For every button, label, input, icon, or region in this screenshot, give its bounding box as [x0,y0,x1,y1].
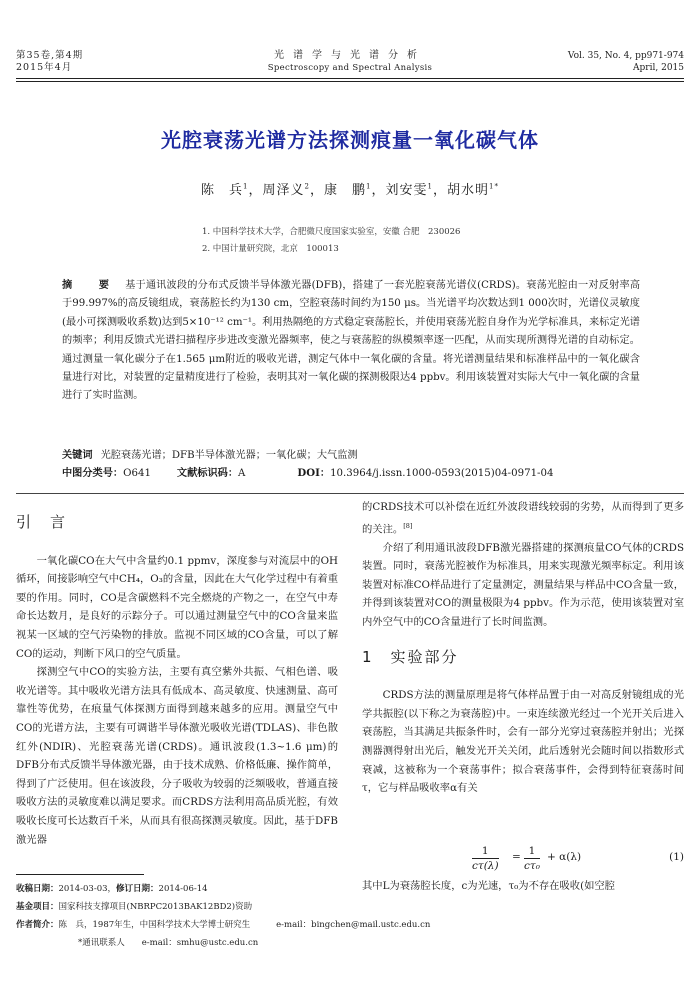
author-email: e-mail：bingchen@mail.ustc.edu.cn [276,920,431,930]
journal-name-en: Spectroscopy and Spectral Analysis [267,63,433,73]
keywords-label: 关键词 [62,449,93,461]
author: 周泽义$^2$ [262,182,310,198]
affiliations [202,224,460,258]
keywords [62,446,358,465]
footnote-fund: 基金项目：国家科技支撑项目(NBRPC2013BAK12BD2)资助 [16,902,253,912]
left-column [16,513,338,849]
abstract-text: 基于通讯波段的分布式反馈半导体激光器(DFB)，搭建了一套光腔衰荡光谱仪(CRDS)。衰荡光腔由一对反射率高于99.997%的高反镜组成，衰荡腔长约为130 cm，空腔衰荡时间约为150 μs。当光谱平均次数达到1 000次时，光谱仪灵敏度(最小可探测吸收系数)达到5×10⁻¹² cm⁻¹。利用热隔绝的方式稳定衰荡腔长，并使用衰荡光腔自身作为光学标准具，来标定光谱的频率；利用反馈式光谱扫描程序步进改变激光器频率，使之与衰荡腔的纵模频率逐一匹配，从而实现所测得光谱的自动标定。通过测量一氧化碳分子在1.565 μm附近的吸收光谱，测定气体中一氧化碳的含量。将光谱测量结果和标准样品中的一氧化碳含量进行对比，对装置的定量精度进行了检验，表明其对一氧化碳的探测极限达4 ppbv。利用该装置对实际大气中一氧化碳的含量进行了实时监测。 [62,280,641,402]
footnotes [16,880,430,952]
author: 胡水明$^{1*}$ [447,182,499,198]
citation: [8] [403,521,413,530]
date-en: April, 2015 [633,63,684,73]
right-column [362,498,684,798]
equation-1: $\frac{1}{c\tau(\lambda)}$ = $\frac{1}{\text{cτ₀}}$ + α(λ) (1) [472,845,684,872]
footnote-dates: 收稿日期：2014-03-03，修订日期：2014-06-14 [16,884,208,894]
date-cn: 2015年4月 [16,62,73,73]
equation-rhs-tail: + α(λ) [547,851,582,863]
journal-issue-info-en [568,50,684,74]
header-rule-thin [16,81,684,82]
intro-paragraph-1: 一氧化碳CO在大气中含量约0.1 ppmv，深度参与对流层中的OH循环，间接影响空气中CH₄，O₃的含量，因此在大气化学过程中有着重要的作用。同时，CO是含碳燃料不完全燃烧的产物之一，在空气中寿命长达数月，是良好的示踪分子。可以通过测量空气中的CO含量来监视某一区域的空气污染物的排放。监视不同区域的CO含量，可以了解CO的运动，判断下风口的空气质量。 [16,554,338,660]
doc-code-value: A [238,468,246,479]
intro-heading: 引 言 [16,513,68,531]
volume-en: Vol. 35, No. 4, pp971-974 [567,51,684,61]
footnote-author: 作者简介：陈 兵，1987年生，中国科学技术大学博士研究生 e-mail：bingchen@mail.ustc.edu.cn [16,920,431,930]
doi-value: 10.3964/j.issn.1000-0593(2015)04-0971-04 [330,468,554,479]
doi-label: DOI： [297,467,331,479]
keywords-text: 光腔衰荡光谱；DFB半导体激光器；一氧化碳；大气监测 [100,450,358,461]
abstract-label: 摘 要 [62,279,118,291]
section-1-heading: 1 实验部分 [362,647,459,666]
clc-value: O641 [123,468,151,479]
classification-line [62,464,553,483]
affiliation: 1. 中国科学技术大学，合肥微尺度国家实验室，安徽 合肥 230026 [202,227,461,237]
volume-cn: 第35卷,第4期 [16,50,84,61]
section-divider [16,493,684,494]
header-rule [16,78,684,79]
paper-title: 光腔衰荡光谱方法探测痕量一氧化碳气体 [161,128,539,152]
body-paragraph-4: 其中L为衰荡腔长度，c为光速，τ₀为不存在吸收(如空腔 [362,880,615,892]
clc-label: 中图分类号： [62,467,124,479]
body-paragraph-1: 的CRDS技术可以补偿在近红外波段谱线较弱的劣势，从而得到了更多的关注。[8] [362,501,684,536]
equation-rhs-fraction: $\frac{1}{\text{cτ₀}}$ [524,845,540,872]
abstract [62,276,640,406]
doc-code-label: 文献标识码： [176,467,239,479]
equation-number: (1) [669,851,684,863]
footnote-rule [16,874,144,875]
footnote-corresponding: *通讯联系人 e-mail：smhu@ustc.edu.cn [78,938,259,948]
intro-paragraph-2: 探测空气中CO的实验方法，主要有真空紫外共振、气相色谱、吸收光谱等。其中吸收光谱方法具有低成本、高灵敏度、快速测量、高可靠性等优势，在痕量气体探测方面得到越来越多的应用。测量空气中CO的光谱方法，主要有可调谐半导体激光吸收光谱(TDLAS)、非色散红外(NDIR)、光腔衰荡光谱(CRDS)。通讯波段(1.3~1.6 μm)的DFB分布式反馈半导体激光器，由于技术成熟、价格低廉、操作简单，得到了广泛使用。但在该波段，分子吸收为较弱的泛频吸收，普通直接吸收方法的灵敏度难以满足要求。而CRDS方法利用高品质光腔，有效吸收长度可长达数百千米，从而具有很高探测灵敏度。因此，基于DFB激光器 [16,666,338,846]
equation-lhs: $\frac{1}{c\tau(\lambda)}$ [472,845,499,872]
author: 陈 兵$^1$ [201,182,249,198]
author: 康 鹏$^1$ [324,182,372,198]
body-paragraph-3: CRDS方法的测量原理是将气体样品置于由一对高反射镜组成的光学共振腔(以下称之为衰荡腔)中。一束连续激光经过一个光开关后进入衰荡腔，当其满足共振条件时，会有一部分光穿过衰荡腔并射出；光探测器测得射出光后，触发光开关关闭，此后透射光会随时间以指数形式衰减，这被称为一个衰荡事件；拟合衰荡事件，会得到特征衰荡时间τ，它与样品吸收率α有关 [362,689,684,795]
author-list: 陈 兵$^1$，周泽义$^2$，康 鹏$^1$，刘安雯$^1$，胡水明$^{1*}$ [201,182,499,198]
author: 刘安雯$^1$ [385,182,433,198]
affiliation: 2. 中国计量研究院，北京 100013 [202,244,339,254]
body-paragraph-2: 介绍了利用通讯波段DFB激光器搭建的探测痕量CO气体的CRDS装置。同时，衰荡光腔被作为标准具，用来实现激光频率标定。利用该装置对标准CO样品进行了定量测定，测量结果与样品中CO含量一致，并得到该装置对CO的测量极限为4 ppbv。作为示范，使用该装置对室内外空气中的CO含量进行了长时间监测。 [362,541,684,628]
journal-name-cn: 光谱学与光谱分析 [274,50,426,61]
